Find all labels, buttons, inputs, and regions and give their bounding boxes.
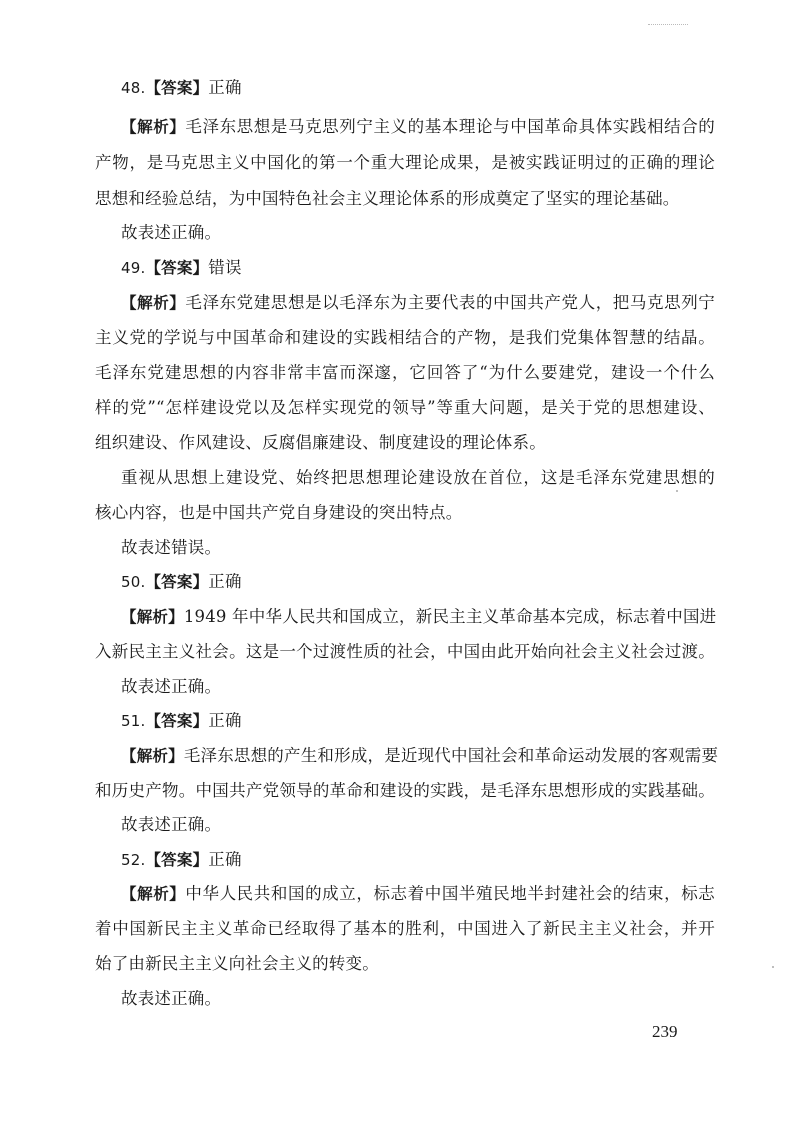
answer-label: 【答案】 (145, 573, 209, 591)
analysis-line: 着中国新民主主义革命已经取得了基本的胜利，中国进入了新民主主义社会，并开 (95, 919, 715, 938)
analysis-line: 核心内容，也是中国共产党自身建设的突出特点。 (95, 503, 463, 522)
analysis-line: 组织建设、作风建设、反腐倡廉建设、制度建设的理论体系。 (95, 433, 546, 452)
page-number: 239 (652, 1022, 678, 1041)
answer-line-52 (121, 849, 741, 871)
analysis-line: 【解析】中华人民共和国的成立，标志着中国半殖民地半封建社会的结束，标志 (121, 884, 715, 903)
question-number: 49. (121, 259, 146, 277)
analysis-label: 【解析】 (121, 747, 184, 765)
analysis-line: 【解析】1949 年中华人民共和国成立，新民主主义革命基本完成，标志着中国进 (121, 607, 717, 626)
answer-value: 正确 (208, 711, 242, 730)
analysis-line: 入新民主主义社会。这是一个过渡性质的社会，中国由此开始向社会主义社会过渡。 (95, 642, 715, 661)
analysis-label: 【解析】 (121, 608, 184, 626)
analysis-line: 产物，是马克思主义中国化的第一个重大理论成果，是被实践证明过的正确的理论 (95, 153, 715, 172)
answer-value: 错误 (208, 258, 242, 277)
answer-value: 正确 (208, 572, 242, 591)
question-number: 52. (121, 851, 146, 869)
analysis-line: 主义党的学说与中国革命和建设的实践相结合的产物，是我们党集体智慧的结晶。 (95, 328, 715, 347)
answer-line-51 (121, 710, 741, 732)
answer-line-48 (121, 77, 741, 99)
scan-speck (676, 490, 678, 492)
conclusion-line: 故表述正确。 (121, 223, 222, 242)
question-number: 51. (121, 712, 146, 730)
answer-value: 正确 (208, 78, 242, 97)
answer-label: 【答案】 (145, 851, 209, 869)
analysis-line: 始了由新民主主义向社会主义的转变。 (95, 954, 379, 973)
analysis-line: 【解析】毛泽东思想是马克思列宁主义的基本理论与中国革命具体实践相结合的 (121, 117, 715, 136)
analysis-line: 和历史产物。中国共产党领导的革命和建设的实践，是毛泽东思想形成的实践基础。 (95, 781, 715, 800)
scan-speck (772, 966, 774, 968)
analysis-line: 【解析】毛泽东党建思想是以毛泽东为主要代表的中国共产党人，把马克思列宁 (121, 293, 715, 312)
analysis-line: 【解析】毛泽东思想的产生和形成，是近现代中国社会和革命运动发展的客观需要 (121, 746, 719, 765)
analysis-line: 思想和经验总结，为中国特色社会主义理论体系的形成奠定了坚实的理论基础。 (95, 189, 680, 208)
answer-label: 【答案】 (145, 259, 209, 277)
answer-value: 正确 (208, 850, 242, 869)
scan-mark (648, 24, 688, 26)
analysis-label: 【解析】 (121, 885, 186, 903)
analysis-label: 【解析】 (121, 294, 186, 312)
conclusion-line: 故表述正确。 (121, 989, 222, 1008)
conclusion-line: 故表述正确。 (121, 677, 222, 696)
analysis-label: 【解析】 (121, 118, 186, 136)
conclusion-line: 故表述正确。 (121, 815, 222, 834)
answer-label: 【答案】 (145, 79, 209, 97)
question-number: 48. (121, 79, 146, 97)
analysis-line: 重视从思想上建设党、始终把思想理论建设放在首位，这是毛泽东党建思想的 (121, 468, 715, 487)
analysis-line: 毛泽东党建思想的内容非常丰富而深邃，它回答了“为什么要建党，建设一个什么 (95, 363, 715, 382)
conclusion-line: 故表述错误。 (121, 538, 222, 557)
answer-line-49 (121, 257, 741, 279)
answer-label: 【答案】 (145, 712, 209, 730)
analysis-line: 样的党”“怎样建设党以及怎样实现党的领导”等重大问题，是关于党的思想建设、 (95, 398, 715, 417)
answer-line-50 (121, 571, 741, 593)
question-number: 50. (121, 573, 146, 591)
